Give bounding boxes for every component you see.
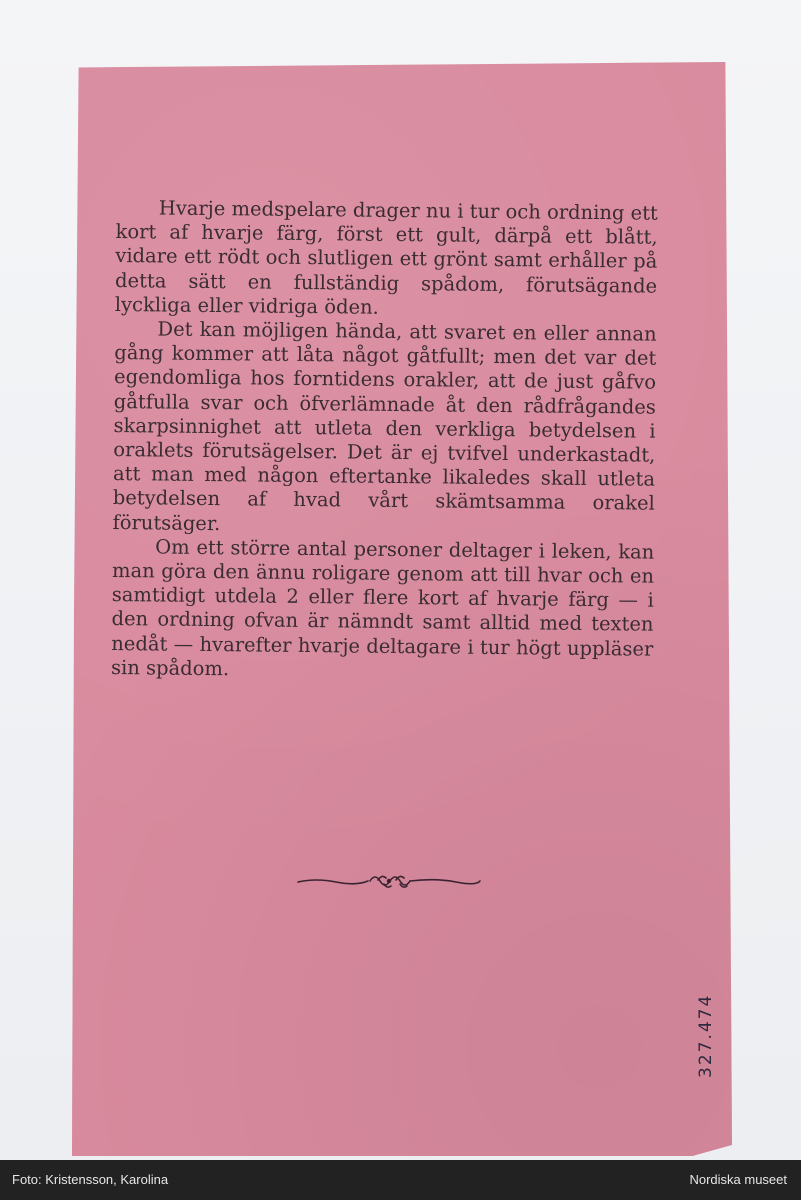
museum-name: Nordiska museet bbox=[689, 1172, 787, 1187]
accession-number: 327.474 bbox=[696, 993, 716, 1078]
photo-credit: Foto: Kristensson, Karolina bbox=[12, 1172, 169, 1187]
footer-bar bbox=[0, 1160, 801, 1200]
ornament-divider bbox=[296, 868, 482, 894]
paragraph-1: Hvarje medspelare drager nu i tur och ordning ett kort af hvarje färg, först ett gult, därpå ett blått, vidare ett rödt och slutligen ett grönt samt erhåller på detta sätt en fullständig spådom, förutsägande lyckliga eller vidriga öden. bbox=[114, 196, 658, 319]
paragraph-3: Om ett större antal personer deltager i leken, kan man göra den ännu roligare genom att till hvar och en samtidigt utdela 2 eller flere kort af hvarje färg — i den ordning ofvan är nämndt samt alltid med texten nedåt — hvarefter hvarje deltagare i tur högt uppläser sin spådom. bbox=[110, 535, 655, 681]
paragraph-2: Det kan möjligen hända, att svaret en eller annan gång kommer att låta något gåtfullt; men det var det egendomliga hos forntidens orakler, att de just gåfvo gåtfulla svar och öfverlämnade åt den rådfrågandes skarpsinnighet att utleta den verkliga betydelsen i oraklets förutsägelser. Det är ej tvifvel underkastadt, att man med någon eftertanke likaledes skall utleta betydelsen af hvad vårt skämtsamma orakel förutsäger. bbox=[112, 317, 657, 535]
card-text bbox=[111, 196, 658, 686]
